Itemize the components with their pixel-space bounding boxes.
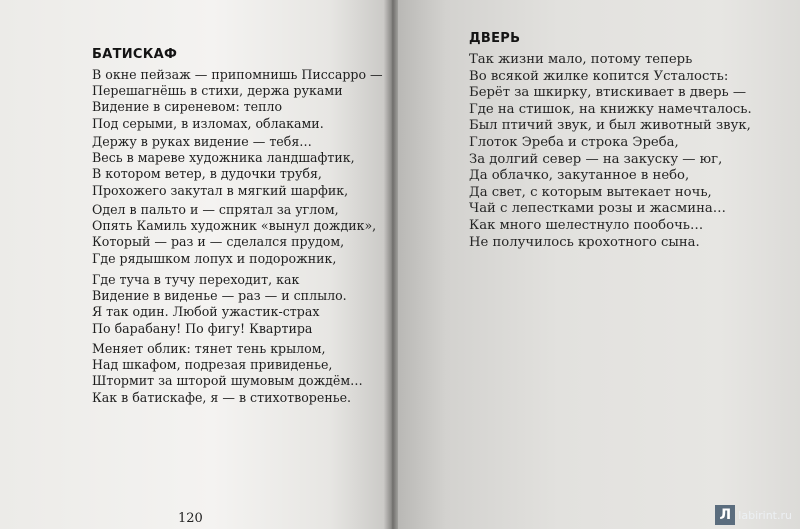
poem-line: Опять Камиль художник «вынул дождик»,: [92, 218, 377, 234]
poem-line: Видение в сиреневом: тепло: [92, 99, 283, 115]
poem-line: Одел в пальто и — спрятал за углом,: [92, 202, 339, 217]
poem-line: Чай с лепестками розы и жасмина…: [469, 201, 726, 217]
labirint-logo-icon: Л: [715, 505, 735, 525]
right-page: [398, 0, 800, 529]
poem-title-batiskaf: БАТИСКАФ: [92, 47, 178, 62]
poem-line: Меняет облик: тянет тень крылом,: [92, 341, 326, 356]
poem-line: Где туча в тучу переходит, как: [92, 272, 300, 287]
poem-title-dver: ДВЕРЬ: [469, 31, 521, 46]
poem-line: Весь в мареве художника ландшафтик,: [92, 150, 355, 166]
stanza-1: [92, 67, 383, 132]
poem-line: По барабану! По фигу! Квартира: [92, 320, 313, 336]
poem-line: Был птичий звук, и был животный звук,: [469, 118, 751, 134]
left-page: [0, 0, 388, 529]
poem-line: Который — раз и — сделался прудом,: [92, 234, 345, 250]
poem-line: Прохожего закутал в мягкий шарфик,: [92, 182, 349, 198]
poem-line: Так жизни мало, потому теперь: [469, 52, 693, 67]
page-number: 120: [178, 511, 203, 526]
poem-line: Глоток Эреба и строка Эреба,: [469, 134, 679, 150]
stanza-2: [92, 134, 355, 199]
poem-line: Штормит за шторой шумовым дождём…: [92, 373, 363, 389]
poem-line: Держу в руках видение — тебя…: [92, 134, 312, 149]
poem-line: Где рядышком лопух и подорожник,: [92, 250, 337, 266]
poem-line: Во всякой жилке копится Усталость:: [469, 68, 729, 84]
poem-line: В котором ветер, в дудочки трубя,: [92, 166, 322, 182]
poem-line: Под серыми, в изломах, облаками.: [92, 115, 324, 131]
stanza-4: [92, 272, 347, 337]
poem-line: Видение в виденье — раз — и сплыло.: [92, 288, 347, 304]
poem-body-dver: [469, 52, 752, 251]
poem-line: Где на стишок, на книжку намечталось.: [469, 101, 752, 117]
poem-line: Как в батискафе, я — в стихотворенье.: [92, 389, 352, 405]
poem-line: Как много шелестнуло пообочь…: [469, 217, 704, 233]
stanza-5: [92, 341, 363, 406]
poem-line: В окне пейзаж — припомнишь Писсарро —: [92, 67, 383, 82]
watermark-text: labirint.ru: [738, 508, 792, 522]
stanza-3: [92, 202, 376, 267]
poem-line: Берёт за шкирку, втискивает в дверь —: [469, 85, 747, 101]
poem-line: Да свет, с которым вытекает ночь,: [469, 184, 712, 200]
poem-line: Я так один. Любой ужастик-страх: [92, 304, 320, 320]
poem-line: Перешагнёшь в стихи, держа руками: [92, 83, 343, 99]
watermark: [715, 505, 792, 525]
poem-line: Над шкафом, подрезая привиденье,: [92, 357, 333, 373]
poem-line: Не получилось крохотного сына.: [469, 234, 700, 250]
poem-line: За долгий север — на закуску — юг,: [469, 151, 723, 167]
poem-line: Да облачко, закутанное в небо,: [469, 168, 690, 184]
